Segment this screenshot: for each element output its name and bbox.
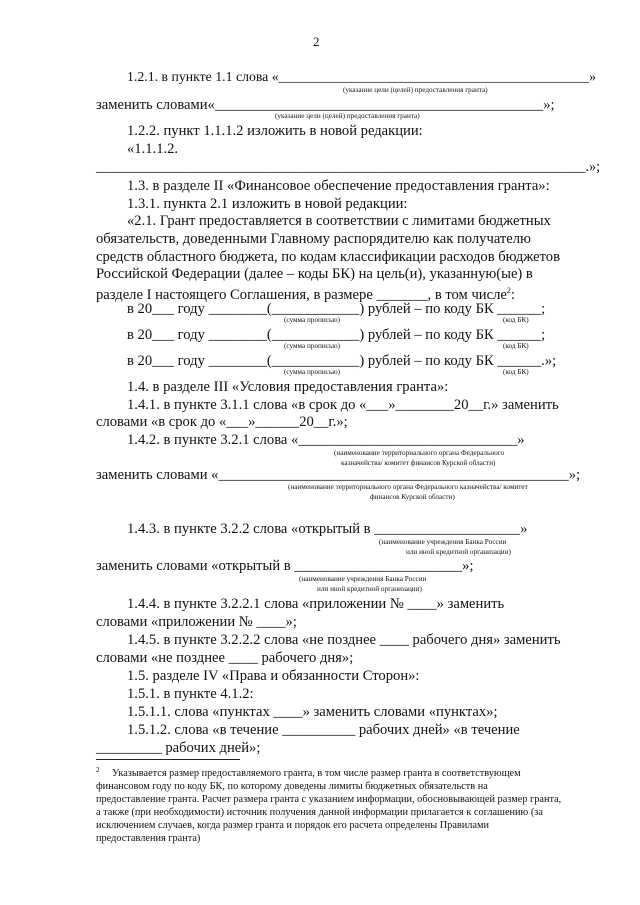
field-caption: (код БК) — [503, 368, 529, 376]
text-line: 1.3.1. пункта 2.1 изложить в новой редакции: — [127, 196, 408, 212]
field-caption: (код БК) — [503, 342, 529, 350]
footnote-reference: 2 — [506, 286, 511, 295]
page-number: 2 — [313, 34, 320, 49]
footnote-text: предоставление гранта. Расчет размера гранта с указанием информации, обосновывающей размер гранта, — [96, 794, 562, 805]
footnote-separator — [96, 759, 240, 760]
text-line: заменить словами «________________________________________________»; — [96, 467, 581, 483]
field-caption: (код БК) — [503, 316, 529, 324]
field-caption: (сумма прописью) — [284, 316, 340, 324]
field-caption: (наименование территориального органа Федерального казначейства/ комитет — [288, 483, 528, 491]
text-line: заменить словами«_____________________________________________»; — [96, 97, 555, 113]
text-line: словами «не позднее ____ рабочего дня»; — [96, 650, 354, 666]
text-line: в 20___ году ________(____________) рублей – по коду БК ______; — [127, 327, 546, 343]
text-line: 1.5.1.2. слова «в течение __________ рабочих дней» «в течение — [127, 722, 520, 738]
text-line: 1.4.3. в пункте 3.2.2 слова «открытый в ____________________» — [127, 521, 528, 537]
field-caption: (наименование учреждения Банка России — [379, 538, 507, 546]
text-line: разделе I настоящего Соглашения, в размере _______, в том числе$^2$: — [96, 286, 515, 303]
text-line: 1.4. в разделе III «Условия предоставления гранта»: — [127, 379, 449, 395]
text-line: 1.3. в разделе II «Финансовое обеспечение предоставления гранта»: — [127, 178, 550, 194]
field-caption: (наименование территориального органа Федерального — [334, 449, 505, 457]
field-caption: (наименование учреждения Банка России — [299, 575, 427, 583]
field-caption: (указание цели (целей) предоставления гранта) — [275, 112, 420, 120]
text-line: 1.4.5. в пункте 3.2.2.2 слова «не позднее ____ рабочего дня» заменить — [127, 632, 561, 648]
text-line: 1.5.1.1. слова «пунктах ____» заменить словами «пунктах»; — [127, 704, 498, 720]
text-line: 1.4.1. в пункте 3.1.1 слова «в срок до «___»________20__г.» заменить — [127, 397, 559, 413]
text-line: 1.2.2. пункт 1.1.1.2 изложить в новой редакции: — [127, 123, 423, 139]
field-caption: финансов Курской области) — [370, 493, 455, 501]
text-line: _____________________________________________________________________.»; — [96, 159, 601, 175]
text-line: в 20___ году ________(____________) рублей – по коду БК ______.»; — [127, 353, 557, 369]
field-caption: или иной кредитной организации) — [317, 585, 422, 593]
footnote-marker: 2 — [96, 766, 100, 774]
text-line: 1.4.4. в пункте 3.2.2.1 слова «приложении № ____» заменить — [127, 596, 505, 612]
text-line: 1.5. разделе IV «Права и обязанности Сторон»: — [127, 668, 420, 684]
footnote-text: а также (при необходимости) источник получения данной информации прилагается к соглашению (за — [96, 807, 543, 818]
text-line: обязательств, доведенными Главному распорядителю как получателю — [96, 231, 531, 247]
text-line: 1.2.1. в пункте 1.1 слова «_____________________________________________» — [127, 69, 596, 84]
text-line-content: разделе I настоящего Соглашения, в размере _______, в том числе — [96, 286, 507, 303]
text-line: заменить словами «открытый в _______________________»; — [96, 558, 474, 574]
text-line: 1.5.1. в пункте 4.1.2: — [127, 686, 254, 702]
footnote-text: предоставления гранта) — [96, 833, 201, 844]
text-line: 1.4.2. в пункте 3.2.1 слова «______________________________» — [127, 432, 525, 448]
field-caption: или иной кредитной организации) — [406, 548, 511, 556]
field-caption: (указание цели (целей) предоставления гранта) — [343, 86, 488, 94]
field-caption: казначейства/ комитет финансов Курской области) — [341, 459, 496, 467]
text-line: _________ рабочих дней»; — [96, 740, 261, 756]
field-caption: (сумма прописью) — [284, 342, 340, 350]
text-line: словами «приложении № ____»; — [96, 614, 297, 630]
text-line: «1.1.1.2. — [127, 141, 179, 157]
text-line: в 20___ году ________(____________) рублей – по коду БК ______; — [127, 301, 546, 317]
footnote-text: исключением случаев, когда размер гранта и порядок его расчета определены Правилами — [96, 820, 490, 831]
footnote-text: финансовом году по коду БК, по которому доведены лимиты бюджетных обязательств на — [96, 781, 488, 792]
text-line: Российской Федерации (далее – коды БК) на цель(и), указанную(ые) в — [96, 266, 533, 282]
footnote-text: Указывается размер предоставляемого гранта, в том числе размер гранта в соответствующем — [112, 768, 521, 779]
text-line: словами «в срок до «___»______20__г.»; — [96, 414, 348, 430]
text-line: средств областного бюджета, по кодам классификации расходов бюджетов — [96, 249, 560, 265]
text-line: «2.1. Грант предоставляется в соответствии с лимитами бюджетных — [127, 213, 551, 229]
field-caption: (сумма прописью) — [284, 368, 340, 376]
